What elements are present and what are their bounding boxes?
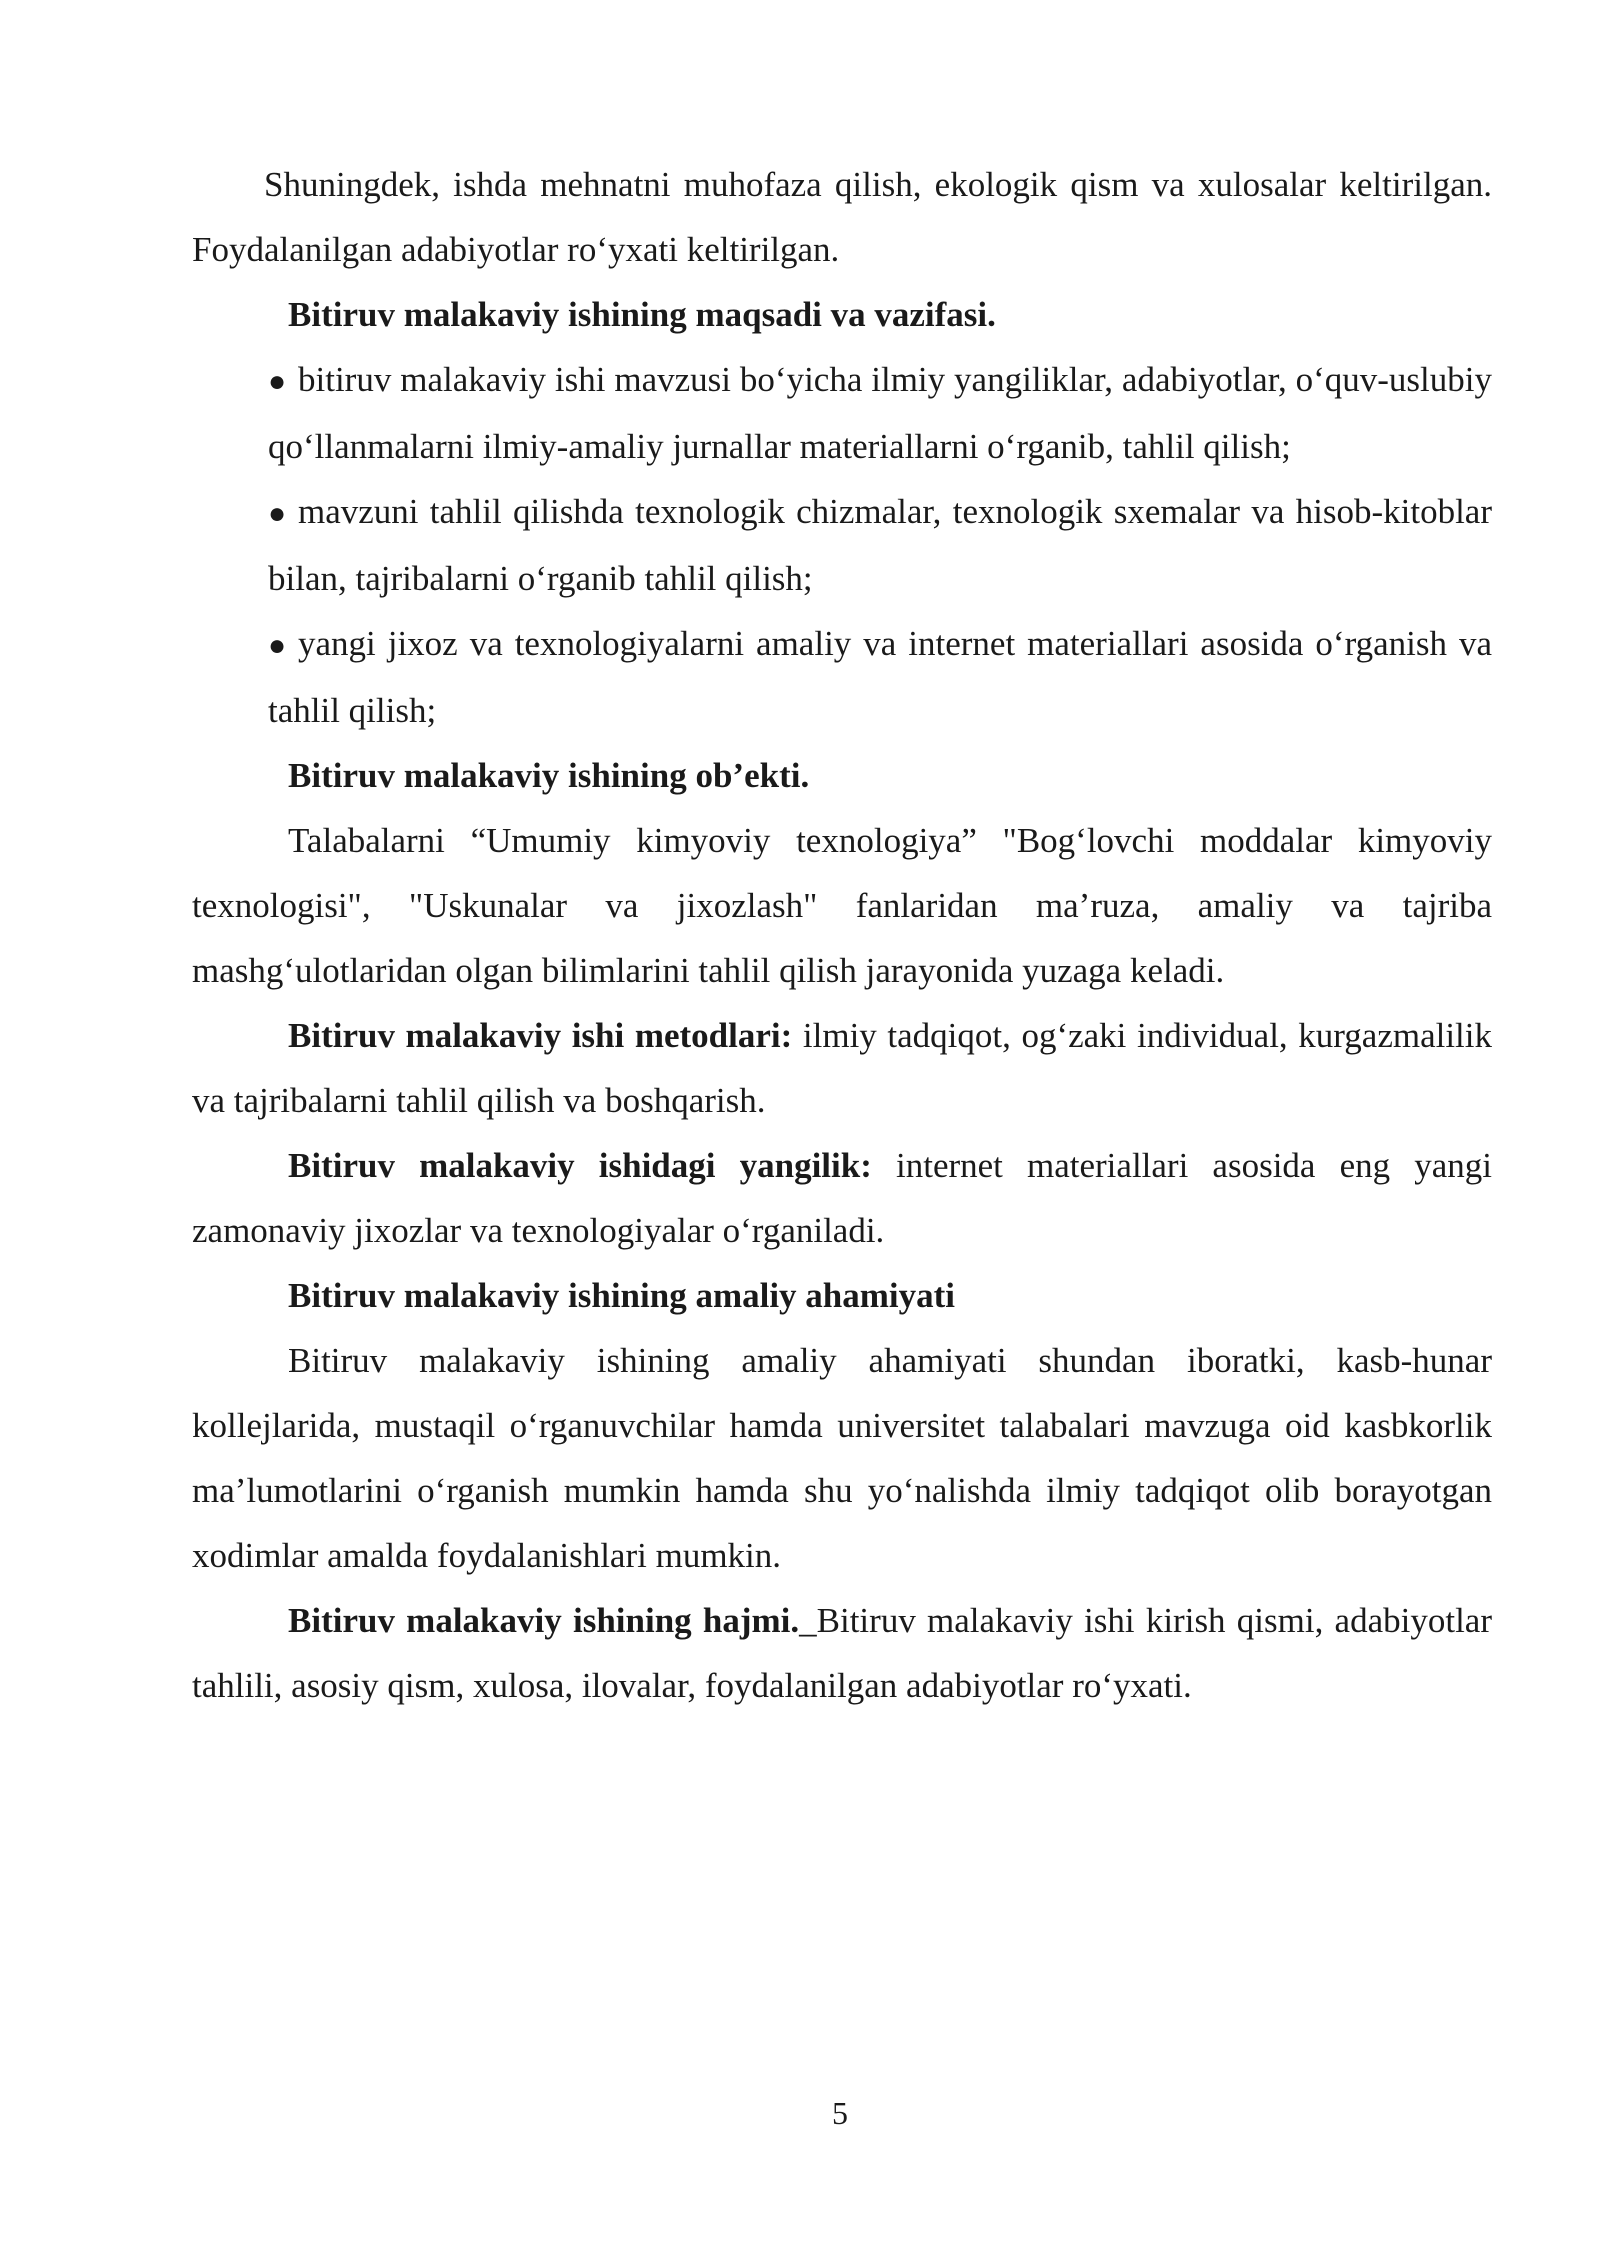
list-item (268, 479, 1492, 611)
methods-text: ilmiy tadqiqot, og‘zaki individual, kurgazmalilik va tajribalarni tahlil qilish va boshqarish. (192, 1016, 1493, 1120)
volume-paragraph (192, 1588, 1492, 1718)
list-item (268, 611, 1492, 743)
practical-paragraph: Bitiruv malakaviy ishining amaliy ahamiyati shundan iboratki, kasb-hunar kollejlarida, mustaqil o‘rganuvchilar hamda universitet talabalari mavzuga oid kasbkorlik ma’lumotlarini o‘rganish mumkin hamda shu yo‘nalishda ilmiy tadqiqot olib borayotgan xodimlar amalda foydalanishlari mumkin. (192, 1341, 1492, 1575)
goal-heading: Bitiruv malakaviy ishining maqsadi va vazifasi. (288, 295, 996, 334)
goal-bullet-list (192, 347, 1492, 743)
bullet-icon: ● (268, 497, 287, 530)
methods-heading: Bitiruv malakaviy ishi metodlari: (288, 1016, 793, 1055)
volume-heading: Bitiruv malakaviy ishining hajmi. (288, 1601, 800, 1640)
document-page (192, 152, 1492, 1718)
methods-paragraph (192, 1003, 1492, 1133)
practical-heading: Bitiruv malakaviy ishining amaliy ahamiyati (288, 1276, 956, 1315)
page-number: 5 (832, 2095, 848, 2131)
novelty-text: internet materiallari asosida eng yangi zamonaviy jixozlar va texnologiyalar o‘rganiladi. (192, 1146, 1492, 1250)
novelty-paragraph (192, 1133, 1492, 1263)
list-item-text: bitiruv malakaviy ishi mavzusi bo‘yicha ilmiy yangiliklar, adabiyotlar, o‘quv-uslubiy qo‘llanmalarni ilmiy-amaliy jurnallar materiallarni o‘rganib, tahlil qilish; (268, 360, 1492, 466)
bullet-icon: ● (268, 365, 287, 398)
novelty-heading: Bitiruv malakaviy ishidagi yangilik: (288, 1146, 872, 1185)
volume-text: _Bitiruv malakaviy ishi kirish qismi, adabiyotlar tahlili, asosiy qism, xulosa, ilovalar, foydalanilgan adabiyotlar ro‘yxati. (192, 1601, 1492, 1705)
list-item-text: mavzuni tahlil qilishda texnologik chizmalar, texnologik sxemalar va hisob-kitoblar bilan, tajribalarni o‘rganib tahlil qilish; (268, 492, 1492, 598)
object-heading: Bitiruv malakaviy ishining ob’ekti. (288, 756, 810, 795)
list-item (268, 347, 1492, 479)
bullet-icon: ● (268, 629, 287, 662)
list-item-text: yangi jixoz va texnologiyalarni amaliy va internet materiallari asosida o‘rganish va tahlil qilish; (268, 624, 1492, 730)
object-paragraph: Talabalarni “Umumiy kimyoviy texnologiya” "Bog‘lovchi moddalar kimyoviy texnologisi", "Uskunalar va jixozlash" fanlaridan ma’ruza, amaliy va tajriba mashg‘ulotlaridan olgan bilimlarini tahlil qilish jarayonida yuzaga keladi. (192, 821, 1492, 990)
intro-paragraph: Shuningdek, ishda mehnatni muhofaza qilish, ekologik qism va xulosalar keltirilgan. Foydalanilgan adabiyotlar ro‘yxati keltirilgan. (192, 165, 1492, 269)
